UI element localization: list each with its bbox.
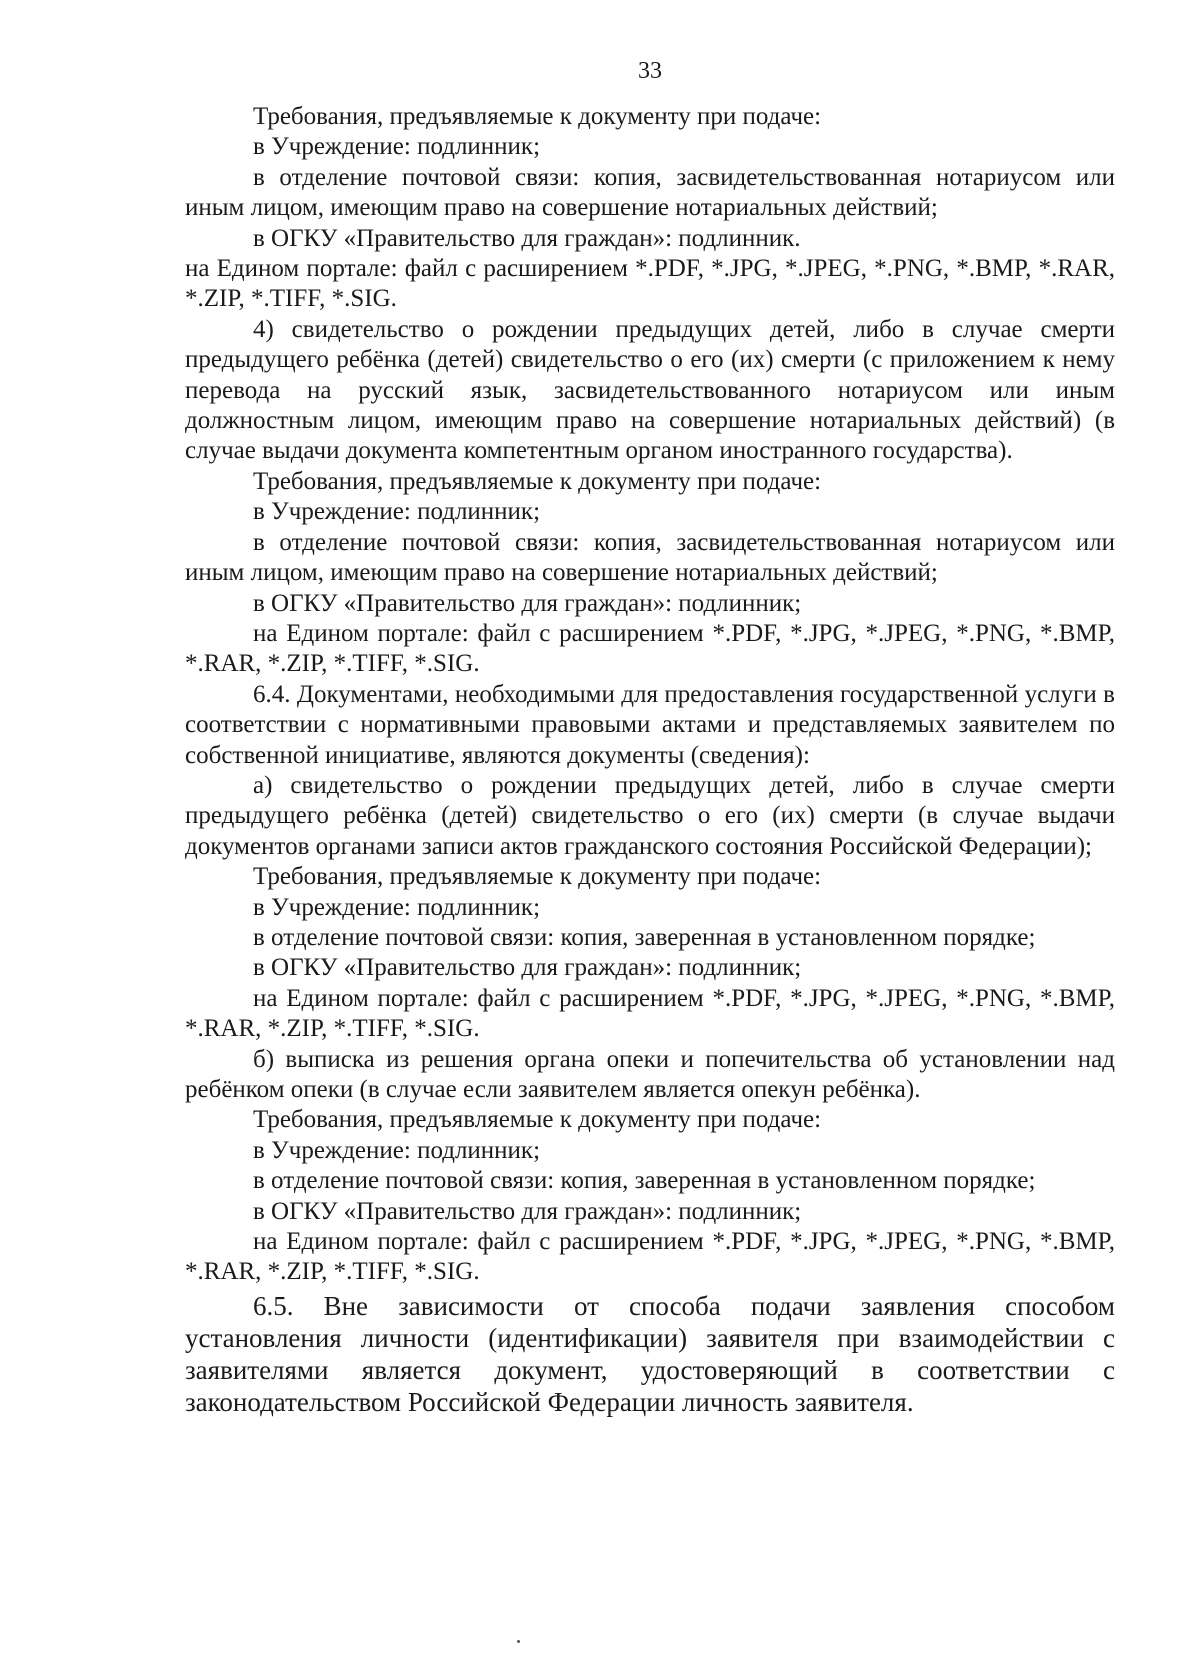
paragraph: Требования, предъявляемые к документу при подаче: — [253, 1106, 822, 1134]
paragraph: в Учреждение: подлинник; — [253, 893, 541, 921]
paragraph: в отделение почтовой связи: копия, засвидетельствованная нотариусом или иным лицом, имеющим право на совершение нотариальных действий; — [185, 163, 1115, 222]
paragraph: б) выписка из решения органа опеки и попечительства об установлении над ребёнком опеки (в случае если заявителем является опекун ребёнка). — [185, 1045, 1115, 1103]
paragraph: в Учреждение: подлинник; — [253, 1136, 541, 1164]
paragraph: на Едином портале: файл с расширением *.PDF, *.JPG, *.JPEG, *.PNG, *.BMP, *.RAR, *.ZIP, *.TIFF, *.SIG. — [185, 984, 1115, 1043]
paragraph: Требования, предъявляемые к документу при подаче: — [253, 103, 822, 130]
paragraph: в Учреждение: подлинник; — [253, 133, 541, 161]
paragraph: Требования, предъявляемые к документу при подаче: — [253, 863, 822, 891]
paragraph: в ОГКУ «Правительство для граждан»: подлинник. — [253, 224, 801, 252]
paragraph: на Едином портале: файл с расширением *.PDF, *.JPG, *.JPEG, *.PNG, *.BMP, *.RAR, *.ZIP, *.TIFF, *.SIG. — [185, 619, 1115, 678]
paragraph: 6.5. Вне зависимости от способа подачи заявления способом установления личности (идентификации) заявителя при взаимодействии с заявителями является документ, удостоверяющий в соответствии с законодательством Российской Федерации личность заявителя. — [185, 1290, 1115, 1417]
paragraph: в отделение почтовой связи: копия, заверенная в установленном порядке; — [253, 923, 1036, 951]
paragraph: 4) свидетельство о рождении предыдущих детей, либо в случае смерти предыдущего ребёнка (детей) свидетельство о его (их) смерти (с приложением к нему перевода на русский язык, засвидетельствованного нотариусом или иным должностным лицом, имеющим право на совершение нотариальных действий) (в случае выдачи документа компетентным органом иностранного государства). — [185, 315, 1115, 465]
paragraph: в отделение почтовой связи: копия, засвидетельствованная нотариусом или иным лицом, имеющим право на совершение нотариальных действий; — [185, 528, 1115, 587]
scan-speck — [517, 1640, 520, 1643]
paragraph: на Едином портале: файл с расширением *.PDF, *.JPG, *.JPEG, *.PNG, *.BMP, *.RAR, *.ZIP, *.TIFF, *.SIG. — [185, 255, 1115, 313]
paragraph: в ОГКУ «Правительство для граждан»: подлинник; — [253, 589, 802, 617]
page-number: 33 — [638, 58, 662, 84]
paragraph: Требования, предъявляемые к документу при подаче: — [253, 467, 822, 495]
paragraph: в Учреждение: подлинник; — [253, 498, 541, 526]
paragraph: в ОГКУ «Правительство для граждан»: подлинник; — [253, 954, 802, 982]
paragraph: в отделение почтовой связи: копия, заверенная в установленном порядке; — [253, 1167, 1036, 1195]
paragraph: на Едином портале: файл с расширением *.PDF, *.JPG, *.JPEG, *.PNG, *.BMP, *.RAR, *.ZIP, *.TIFF, *.SIG. — [185, 1228, 1115, 1286]
paragraph: 6.4. Документами, необходимыми для предоставления государственной услуги в соответствии с нормативными правовыми актами и представляемых заявителем по собственной инициативе, являются документы (сведения): — [185, 680, 1115, 769]
document-body — [185, 102, 1115, 1418]
paragraph: а) свидетельство о рождении предыдущих детей, либо в случае смерти предыдущего ребёнка (детей) свидетельство о его (их) смерти (в случае выдачи документов органами записи актов гражданского состояния Российской Федерации); — [185, 771, 1115, 860]
paragraph: в ОГКУ «Правительство для граждан»: подлинник; — [253, 1197, 802, 1225]
